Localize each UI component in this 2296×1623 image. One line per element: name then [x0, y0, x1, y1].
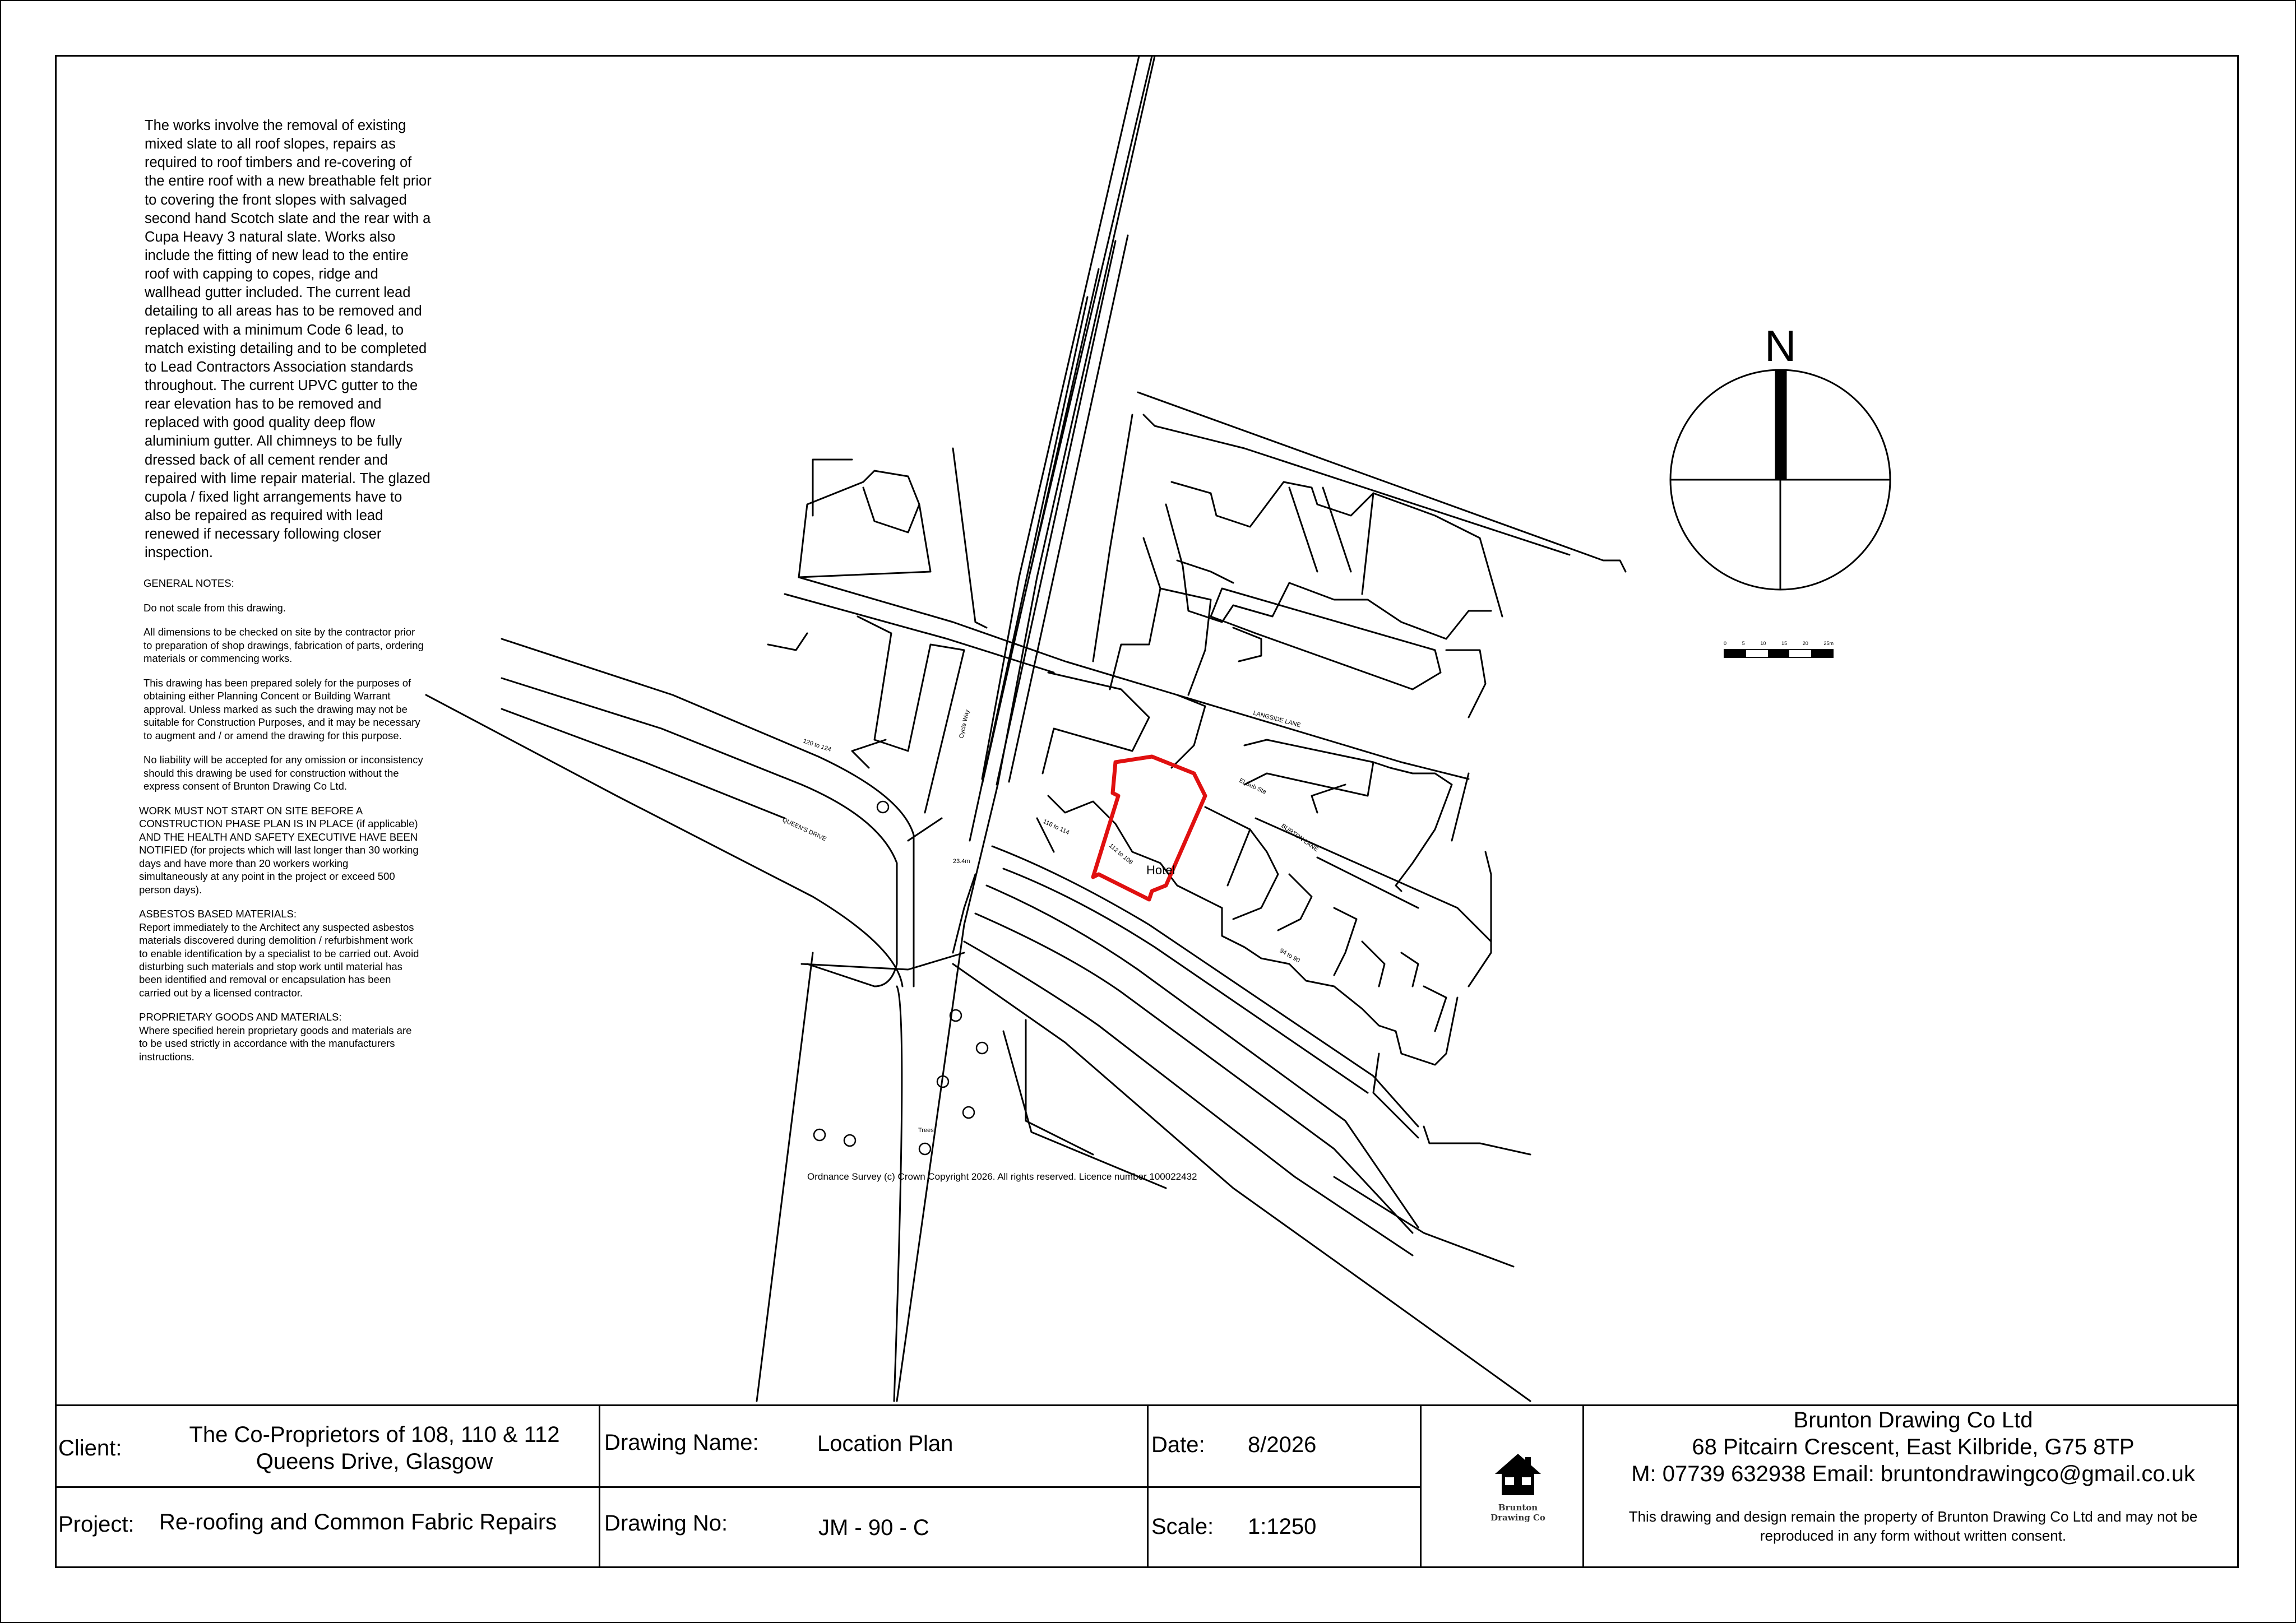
scale-tick-label: 25m — [1823, 641, 1834, 646]
road-line — [897, 56, 1155, 1401]
building-outline — [1048, 796, 1457, 1065]
building-outline — [768, 633, 807, 650]
scale-value: 1:1250 — [1248, 1514, 1317, 1539]
drawing-name-label: Drawing Name: — [604, 1430, 759, 1455]
building-outline — [1211, 588, 1441, 689]
queens-drive-line — [802, 953, 964, 970]
scale-tick-label: 0 — [1724, 641, 1727, 646]
title-block-divider — [1582, 1404, 1584, 1568]
os-copyright: Ordnance Survey (c) Crown Copyright 2026. All rights reserved. Licence number 100022432 — [807, 1171, 1197, 1182]
ownership-note: This drawing and design remain the property of Brunton Drawing Co Ltd and may not be reproduced in any form without written consent. — [1628, 1508, 2198, 1544]
client-label: Client: — [58, 1436, 122, 1460]
street-label-langside-lane: LANGSIDE LANE — [1252, 710, 1302, 729]
drawing-no-value: JM - 90 - C — [818, 1515, 929, 1540]
building-outline — [1278, 874, 1312, 930]
company-address: 68 Pitcairn Crescent, East Kilbride, G75 8TP — [1692, 1435, 2135, 1459]
building-outline — [1205, 807, 1250, 885]
building-outline — [1289, 488, 1317, 572]
building-outline — [858, 616, 964, 813]
general-notes-heading: GENERAL NOTES: — [144, 577, 234, 590]
building-outline — [1160, 588, 1211, 695]
building-outline — [1424, 986, 1446, 1031]
building-outline — [1233, 628, 1261, 661]
north-label: N — [1765, 321, 1797, 370]
logo-text: Brunton Drawing Co — [1490, 1503, 1545, 1523]
rail-line — [1424, 1126, 1530, 1154]
building-outline — [813, 460, 852, 516]
north-arrow-pointer — [1776, 370, 1786, 480]
company-contact: M: 07739 632938 Email: bruntondrawingco@gmail.co.uk — [1631, 1462, 2195, 1486]
house-icon — [1493, 1452, 1543, 1496]
building-outline — [1452, 773, 1469, 841]
road-line — [757, 953, 813, 1401]
drawing-no-label: Drawing No: — [604, 1511, 728, 1536]
label-el-sub-sta: El Sub Sta — [1238, 777, 1267, 796]
road-line — [970, 297, 1087, 841]
title-block — [55, 1404, 2239, 1568]
building-outline — [1469, 852, 1491, 986]
tree-symbol — [919, 1143, 931, 1154]
queens-drive-line — [502, 639, 914, 986]
tree-symbol — [814, 1129, 825, 1140]
building-outline — [1138, 392, 1626, 572]
drawing-name-value: Location Plan — [817, 1431, 953, 1456]
queens-drive-line — [502, 678, 897, 986]
building-outline — [1172, 695, 1205, 768]
proprietary-note: PROPRIETARY GOODS AND MATERIALS: Where specified herein proprietary goods and materials are to be used strictly in accordance with the manufacturers instructions. — [139, 1011, 412, 1063]
tree-symbol — [976, 1042, 988, 1054]
tree-symbol — [877, 801, 888, 813]
hotel-label: Hotel — [1146, 863, 1175, 877]
street-label-burton-lane: BURTON LANE — [1280, 822, 1320, 854]
scale-bar — [1724, 641, 1834, 658]
date-value: 8/2026 — [1248, 1432, 1317, 1457]
building-outline — [1401, 953, 1418, 986]
company-name: Brunton Drawing Co Ltd — [1793, 1408, 2033, 1432]
scale-tick-label: 10 — [1760, 641, 1766, 646]
label-trees: Trees — [918, 1127, 934, 1134]
building-outline — [1172, 482, 1502, 616]
building-outline — [1093, 415, 1132, 661]
label-116-114: 116 to 114 — [1041, 818, 1071, 837]
building-outline — [1312, 785, 1345, 813]
building-outline — [1446, 650, 1485, 717]
rail-line — [964, 942, 1413, 1255]
project-value: Re-roofing and Common Fabric Repairs — [159, 1510, 557, 1534]
queens-drive-line — [502, 709, 785, 818]
project-label: Project: — [58, 1512, 135, 1537]
scale-tick-label: 20 — [1802, 641, 1808, 646]
road-line — [1009, 235, 1128, 782]
scale-bar-ticks — [1724, 641, 1834, 646]
general-note-1: Do not scale from this drawing. — [144, 601, 286, 614]
general-note-2: All dimensions to be checked on site by the contractor prior to preparation of shop drawings, fabrication of parts, ordering materials or commencing works. — [144, 626, 424, 665]
road-line — [997, 241, 1115, 785]
rail-line — [953, 964, 1530, 1401]
building-outline — [1362, 493, 1373, 594]
tree-symbol — [844, 1135, 855, 1146]
asbestos-note: ASBESTOS BASED MATERIALS: Report immediately to the Architect any suspected asbestos materials discovered during demolition / refurbishment work to enable identification by a specialist to be carried out. Avoid disturbing such materials and stop work until material has been identified and removal or encapsulation has been carried out by a licensed contractor. — [139, 908, 419, 999]
building-outline — [1110, 538, 1160, 689]
company-logo — [1479, 1452, 1557, 1523]
building-outline — [953, 448, 987, 628]
rail-line — [1003, 869, 1368, 1093]
building-outline — [863, 488, 919, 532]
label-112-108: 112 to 108 — [1108, 842, 1134, 866]
scale-label: Scale: — [1151, 1514, 1214, 1539]
road-line — [908, 818, 942, 841]
site-boundary — [1093, 757, 1205, 899]
building-outline — [1334, 908, 1357, 975]
building-outline — [1373, 762, 1452, 891]
scale-bar-graphic — [1724, 649, 1834, 658]
title-block-divider — [1147, 1404, 1149, 1568]
scale-tick-label: 15 — [1781, 641, 1788, 646]
street-label-cycle-way: Cycle Way — [958, 709, 971, 739]
building-outline — [1317, 857, 1418, 908]
title-block-mid-rule — [55, 1486, 1420, 1488]
label-120-124: 120 to 124 — [802, 738, 832, 753]
works-description: The works involve the removal of existing mixed slate to all roof slopes, repairs as required to roof timbers and re-covering of the entire roof with a new breathable felt prior to covering the front slopes with salvaged second hand Scotch slate and the rear with a Cupa Heavy 3 natural slate. Works also include the fitting of new lead to the entire roof with capping to copes, ridge and wallhead gutter included. The current lead detailing to all areas has to be removed and replaced with a minimum Code 6 lead, to match existing detailing and to be completed to Lead Contractors Association standards throughout. The current UPVC gutter to the rear elevation has to be removed and replaced with good quality deep flow aluminium gutter. All chimneys to be fully dressed back of all cement render and repaired with lime repair material. The glazed cupola / fixed light arrangements have to also be repaired as required with lead renewed if necessary following closer inspection. — [145, 118, 432, 561]
building-outline — [852, 740, 886, 768]
notes-block — [139, 117, 464, 1074]
label-94-90: 94 to 90 — [1278, 947, 1301, 964]
building-outline — [1144, 415, 1570, 555]
building-outline — [1362, 942, 1385, 986]
road-line — [894, 986, 902, 1401]
road-line — [982, 269, 1099, 785]
rail-line — [1373, 1054, 1418, 1138]
building-outline — [1233, 829, 1278, 919]
general-note-3: This drawing has been prepared solely for the purposes of obtaining either Planning Concent or Building Warrant approval. Unless marked as such the drawing may not be suitable for Construction Purposes, and it may be necessary to augment and / or amend the drawing for this purpose. — [144, 676, 420, 741]
client-value: The Co-Proprietors of 108, 110 & 112 Queens Drive, Glasgow — [189, 1422, 560, 1474]
north-arrow — [1670, 370, 1890, 590]
building-outline — [1177, 560, 1233, 583]
general-note-4: No liability will be accepted for any omission or inconsistency should this drawing be used for construction without the express consent of Brunton Drawing Co Ltd. — [144, 754, 423, 792]
date-label: Date: — [1151, 1432, 1205, 1457]
label-spot-height: 23.4m — [953, 858, 970, 865]
building-outline — [1323, 488, 1351, 572]
title-block-divider — [1420, 1404, 1422, 1568]
tree-symbol — [963, 1107, 974, 1118]
title-block-divider — [599, 1404, 600, 1568]
street-label-queens-drive: QUEEN'S DRIVE — [781, 816, 828, 843]
scale-tick-label: 5 — [1742, 641, 1745, 646]
cdm-note: WORK MUST NOT START ON SITE BEFORE A CONSTRUCTION PHASE PLAN IS IN PLACE (if applicable) AND THE HEALTH AND SAFETY EXECUTIVE HAVE BEEN NOTIFIED (for projects which will last longer than 30 working days and have more than 20 workers working simultaneously at any point in the project or exceed 500 person days). — [139, 804, 419, 896]
queens-drive-line — [426, 695, 902, 986]
